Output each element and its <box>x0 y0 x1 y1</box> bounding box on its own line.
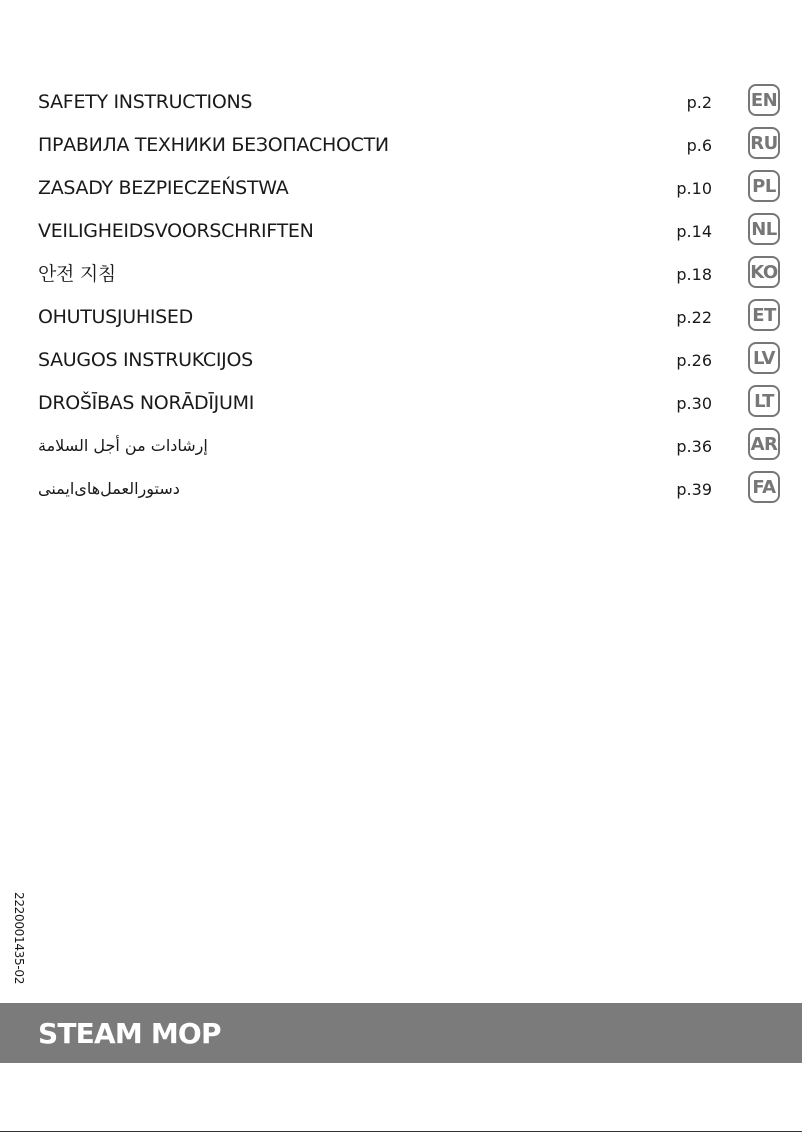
language-badge: LV <box>748 342 780 374</box>
toc-row-ko[interactable] <box>0 252 802 295</box>
toc-title: SAFETY INSTRUCTIONS <box>38 91 253 113</box>
bottom-divider <box>0 1131 802 1132</box>
toc-row-ar[interactable] <box>0 424 802 467</box>
toc-row-fa[interactable] <box>0 467 802 510</box>
toc-row-nl[interactable] <box>0 209 802 252</box>
toc-page-number: p.6 <box>686 136 712 155</box>
language-badge: ET <box>748 299 780 331</box>
toc-title: دستورالعمل‌های‌ایمنی <box>38 479 180 498</box>
toc-row-ru[interactable] <box>0 123 802 166</box>
toc-row-en[interactable] <box>0 80 802 123</box>
toc-title: VEILIGHEIDSVOORSCHRIFTEN <box>38 220 314 242</box>
language-badge: EN <box>748 84 780 116</box>
toc-row-lv[interactable] <box>0 338 802 381</box>
language-badge: NL <box>748 213 780 245</box>
toc-row-lt[interactable] <box>0 381 802 424</box>
language-badge: KO <box>748 256 780 288</box>
toc-title: ПРАВИЛА ТЕХНИКИ БЕЗОПАСНОСТИ <box>38 134 389 156</box>
toc-page-number: p.30 <box>676 394 712 413</box>
language-badge: RU <box>748 127 780 159</box>
toc-title: إرشادات من أجل السلامة <box>38 436 208 455</box>
toc-title: OHUTUSJUHISED <box>38 306 193 328</box>
language-badge: PL <box>748 170 780 202</box>
toc-page-number: p.14 <box>676 222 712 241</box>
product-footer-band <box>0 1003 802 1063</box>
toc-title: SAUGOS INSTRUKCIJOS <box>38 349 253 371</box>
toc-page-number: p.2 <box>686 93 712 112</box>
product-name: STEAM MOP <box>38 1017 221 1050</box>
toc-page-number: p.10 <box>676 179 712 198</box>
toc-page-number: p.18 <box>676 265 712 284</box>
document-code: 2220001435-02 <box>12 892 26 985</box>
toc-page-number: p.39 <box>676 480 712 499</box>
toc-row-pl[interactable] <box>0 166 802 209</box>
table-of-contents <box>0 80 802 510</box>
toc-title: DROŠĪBAS NORĀDĪJUMI <box>38 392 254 414</box>
toc-title: 안전 지침 <box>38 263 116 285</box>
toc-page-number: p.36 <box>676 437 712 456</box>
toc-row-et[interactable] <box>0 295 802 338</box>
toc-title: ZASADY BEZPIECZEŃSTWA <box>38 177 289 199</box>
toc-page-number: p.22 <box>676 308 712 327</box>
language-badge: FA <box>748 471 780 503</box>
language-badge: AR <box>748 428 780 460</box>
language-badge: LT <box>748 385 780 417</box>
toc-page-number: p.26 <box>676 351 712 370</box>
